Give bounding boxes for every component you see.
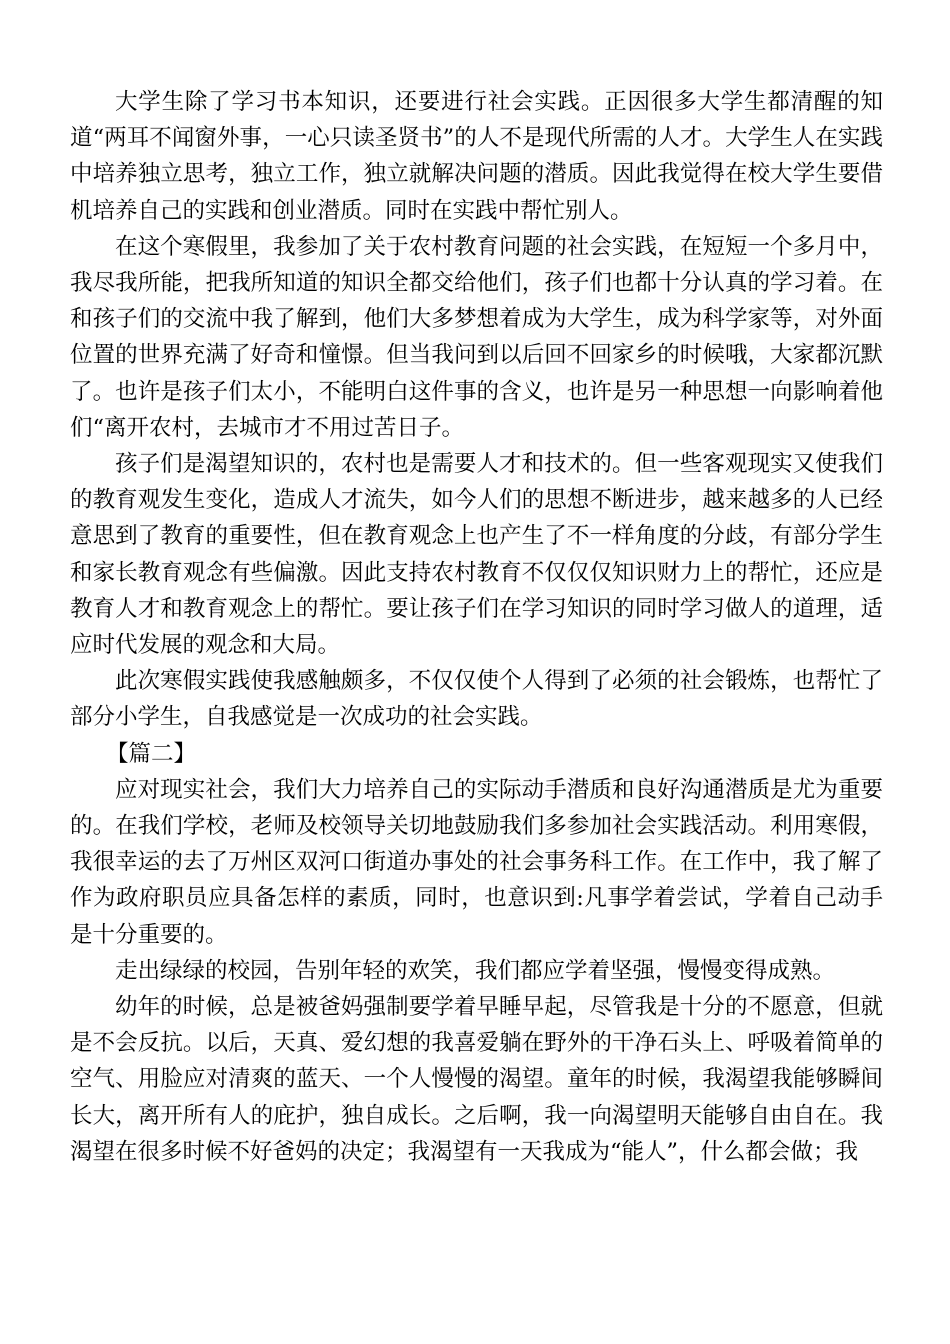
paragraph-4: 此次寒假实践使我感触颇多，不仅仅使个人得到了必须的社会锻炼，也帮忙了部分小学生，自我感觉是一次成功的社会实践。 [70, 668, 883, 731]
paragraph-1: 大学生除了学习书本知识，还要进行社会实践。正因很多大学生都清醒的知道“两耳不闻窗外事，一心只读圣贤书”的人不是现代所需的人才。大学生人在实践中培养独立思考，独立工作，独立就解决问题的潜质。因此我觉得在校大学生要借机培养自己的实践和创业潜质。同时在实践中帮忙别人。 [70, 89, 883, 224]
section-heading: 【篇二】 [106, 740, 197, 767]
paragraph-6: 走出绿绿的校园，告别年轻的欢笑，我们都应学着坚强，慢慢变得成熟。 [115, 957, 836, 984]
paragraph-2: 在这个寒假里，我参加了关于农村教育问题的社会实践，在短短一个多月中，我尽我所能，把我所知道的知识全都交给他们，孩子们也都十分认真的学习着。在和孩子们的交流中我了解到，他们大多梦想着成为大学生，成为科学家等，对外面位置的世界充满了好奇和憧憬。但当我问到以后回不回家乡的时候哦，大家都沉默了。也许是孩子们太小，不能明白这件事的含义，也许是另一种思想一向影响着他们“离开农村，去城市才不用过苦日子。 [70, 233, 883, 441]
paragraph-7: 幼年的时候，总是被爸妈强制要学着早睡早起，尽管我是十分的不愿意，但就是不会反抗。以后，天真、爱幻想的我喜爱躺在野外的干净石头上、呼吸着简单的空气、用脸应对清爽的蓝天、一个人慢慢的渴望。童年的时候，我渴望我能够瞬间长大，离开所有人的庇护，独自成长。之后啊，我一向渴望明天能够自由自在。我渴望在很多时候不好爸妈的决定；我渴望有一天我成为“能人”，什么都会做；我 [70, 994, 883, 1165]
paragraph-5: 应对现实社会，我们大力培养自己的实际动手潜质和良好沟通潜质是尤为重要的。在我们学校，老师及校领导关切地鼓励我们多参加社会实践活动。利用寒假，我很幸运的去了万州区双河口街道办事处的社会事务科工作。在工作中，我了解了作为政府职员应具备怎样的素质，同时，也意识到:凡事学着尝试，学着自己动手是十分重要的。 [70, 776, 883, 948]
document-page [70, 84, 883, 1170]
paragraph-3: 孩子们是渴望知识的，农村也是需要人才和技术的。但一些客观现实又使我们的教育观发生变化，造成人才流失，如今人们的思想不断进步，越来越多的人已经意思到了教育的重要性，但在教育观念上也产生了不一样角度的分歧，有部分学生和家长教育观念有些偏激。因此支持农村教育不仅仅仅知识财力上的帮忙，还应是教育人才和教育观念上的帮忙。要让孩子们在学习知识的同时学习做人的道理，适应时代发展的观念和大局。 [70, 451, 883, 659]
